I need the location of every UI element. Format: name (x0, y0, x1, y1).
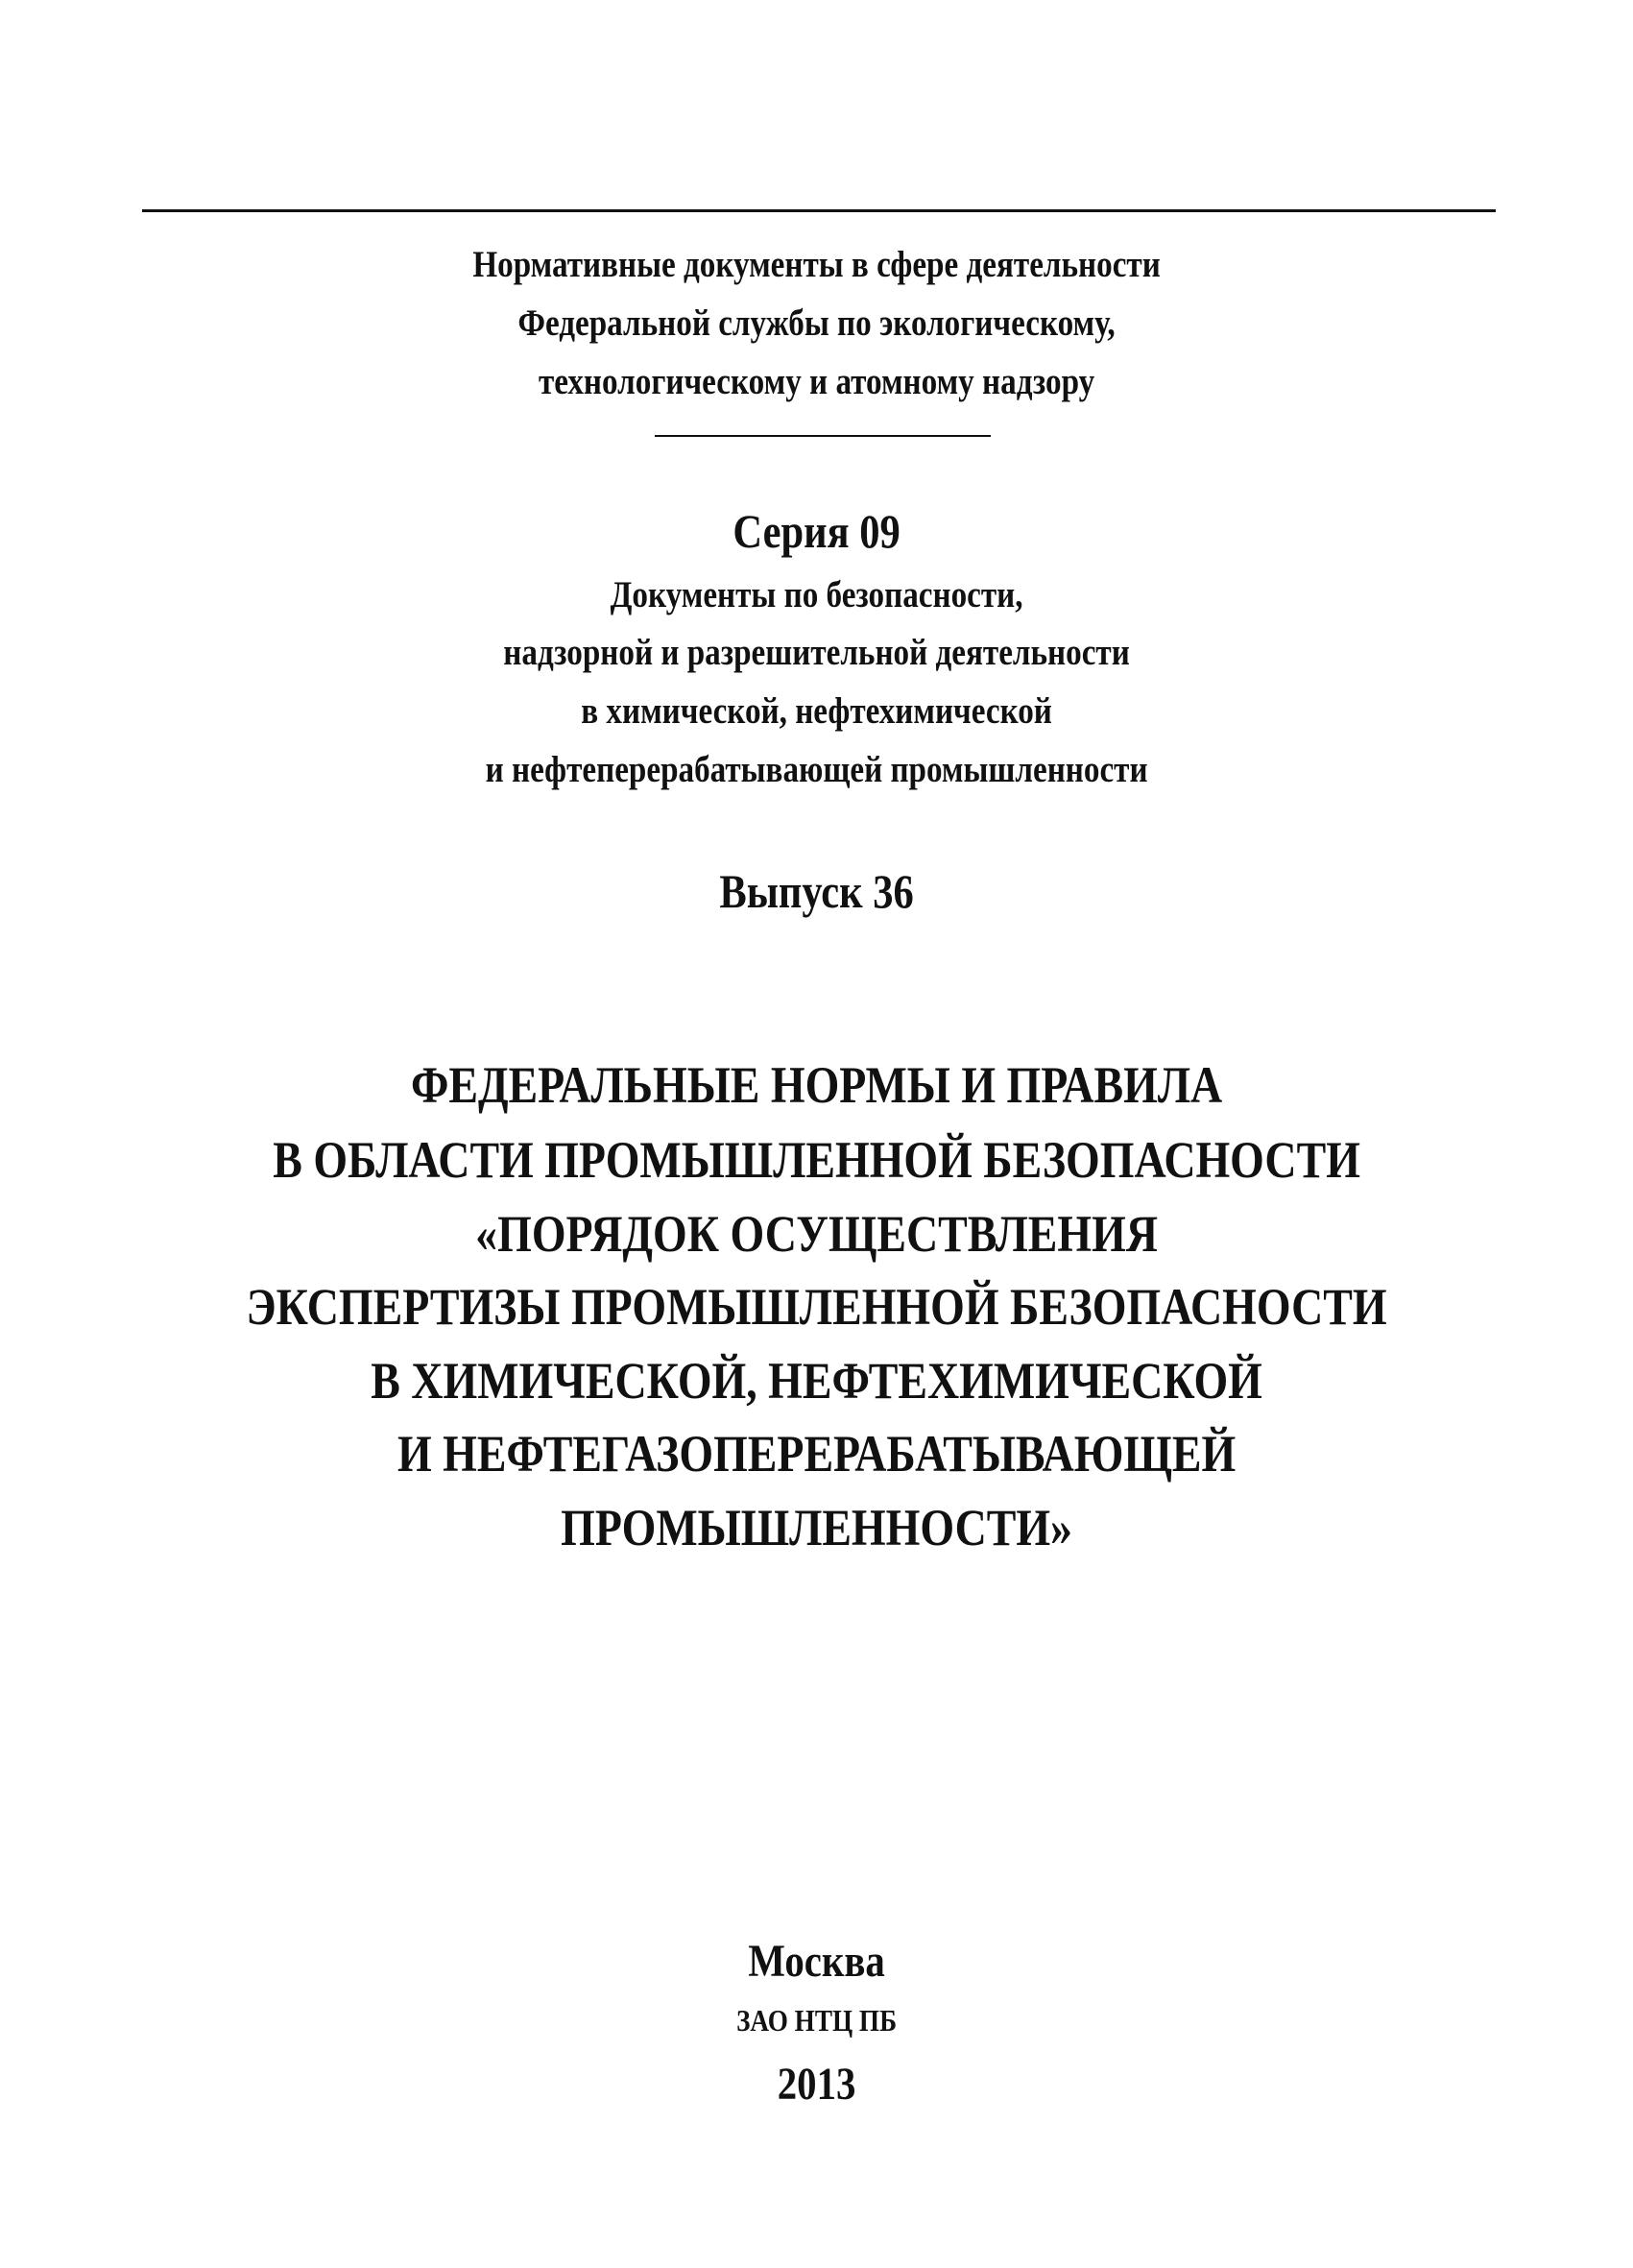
document-title-line: ЭКСПЕРТИЗЫ ПРОМЫШЛЕННОЙ БЕЗОПАСНОСТИ (246, 1278, 1387, 1336)
publication-year: 2013 (777, 2059, 856, 2110)
top-divider (142, 209, 1496, 212)
issue-number: Выпуск 36 (719, 864, 914, 918)
header-line: технологическому и атомному надзору (539, 361, 1095, 402)
series-description-line: надзорной и разрешительной деятельности (503, 632, 1130, 673)
document-title-line: В ОБЛАСТИ ПРОМЫШЛЕННОЙ БЕЗОПАСНОСТИ (273, 1131, 1360, 1189)
series-description-line: и нефтеперерабатывающей промышленности (485, 749, 1148, 790)
document-title-line: ФЕДЕРАЛЬНЫЕ НОРМЫ И ПРАВИЛА (410, 1056, 1223, 1114)
publisher: ЗАО НТЦ ПБ (736, 2003, 898, 2038)
header-divider (655, 435, 991, 437)
document-title-line: В ХИМИЧЕСКОЙ, НЕФТЕХИМИЧЕСКОЙ (371, 1352, 1262, 1410)
series-title: Серия 09 (732, 504, 901, 558)
document-title-line: И НЕФТЕГАЗОПЕРЕРАБАТЫВАЮЩЕЙ (396, 1425, 1237, 1483)
header-line: Федеральной службы по экологическому, (517, 302, 1116, 344)
document-title-line: ПРОМЫШЛЕННОСТИ» (561, 1499, 1073, 1556)
publication-city: Москва (748, 1936, 885, 1987)
series-description-line: Документы по безопасности, (610, 574, 1023, 615)
series-description-line: в химической, нефтехимической (581, 690, 1052, 732)
header-line: Нормативные документы в сфере деятельности (472, 244, 1161, 285)
document-title-line: «ПОРЯДОК ОСУЩЕСТВЛЕНИЯ (475, 1205, 1158, 1263)
